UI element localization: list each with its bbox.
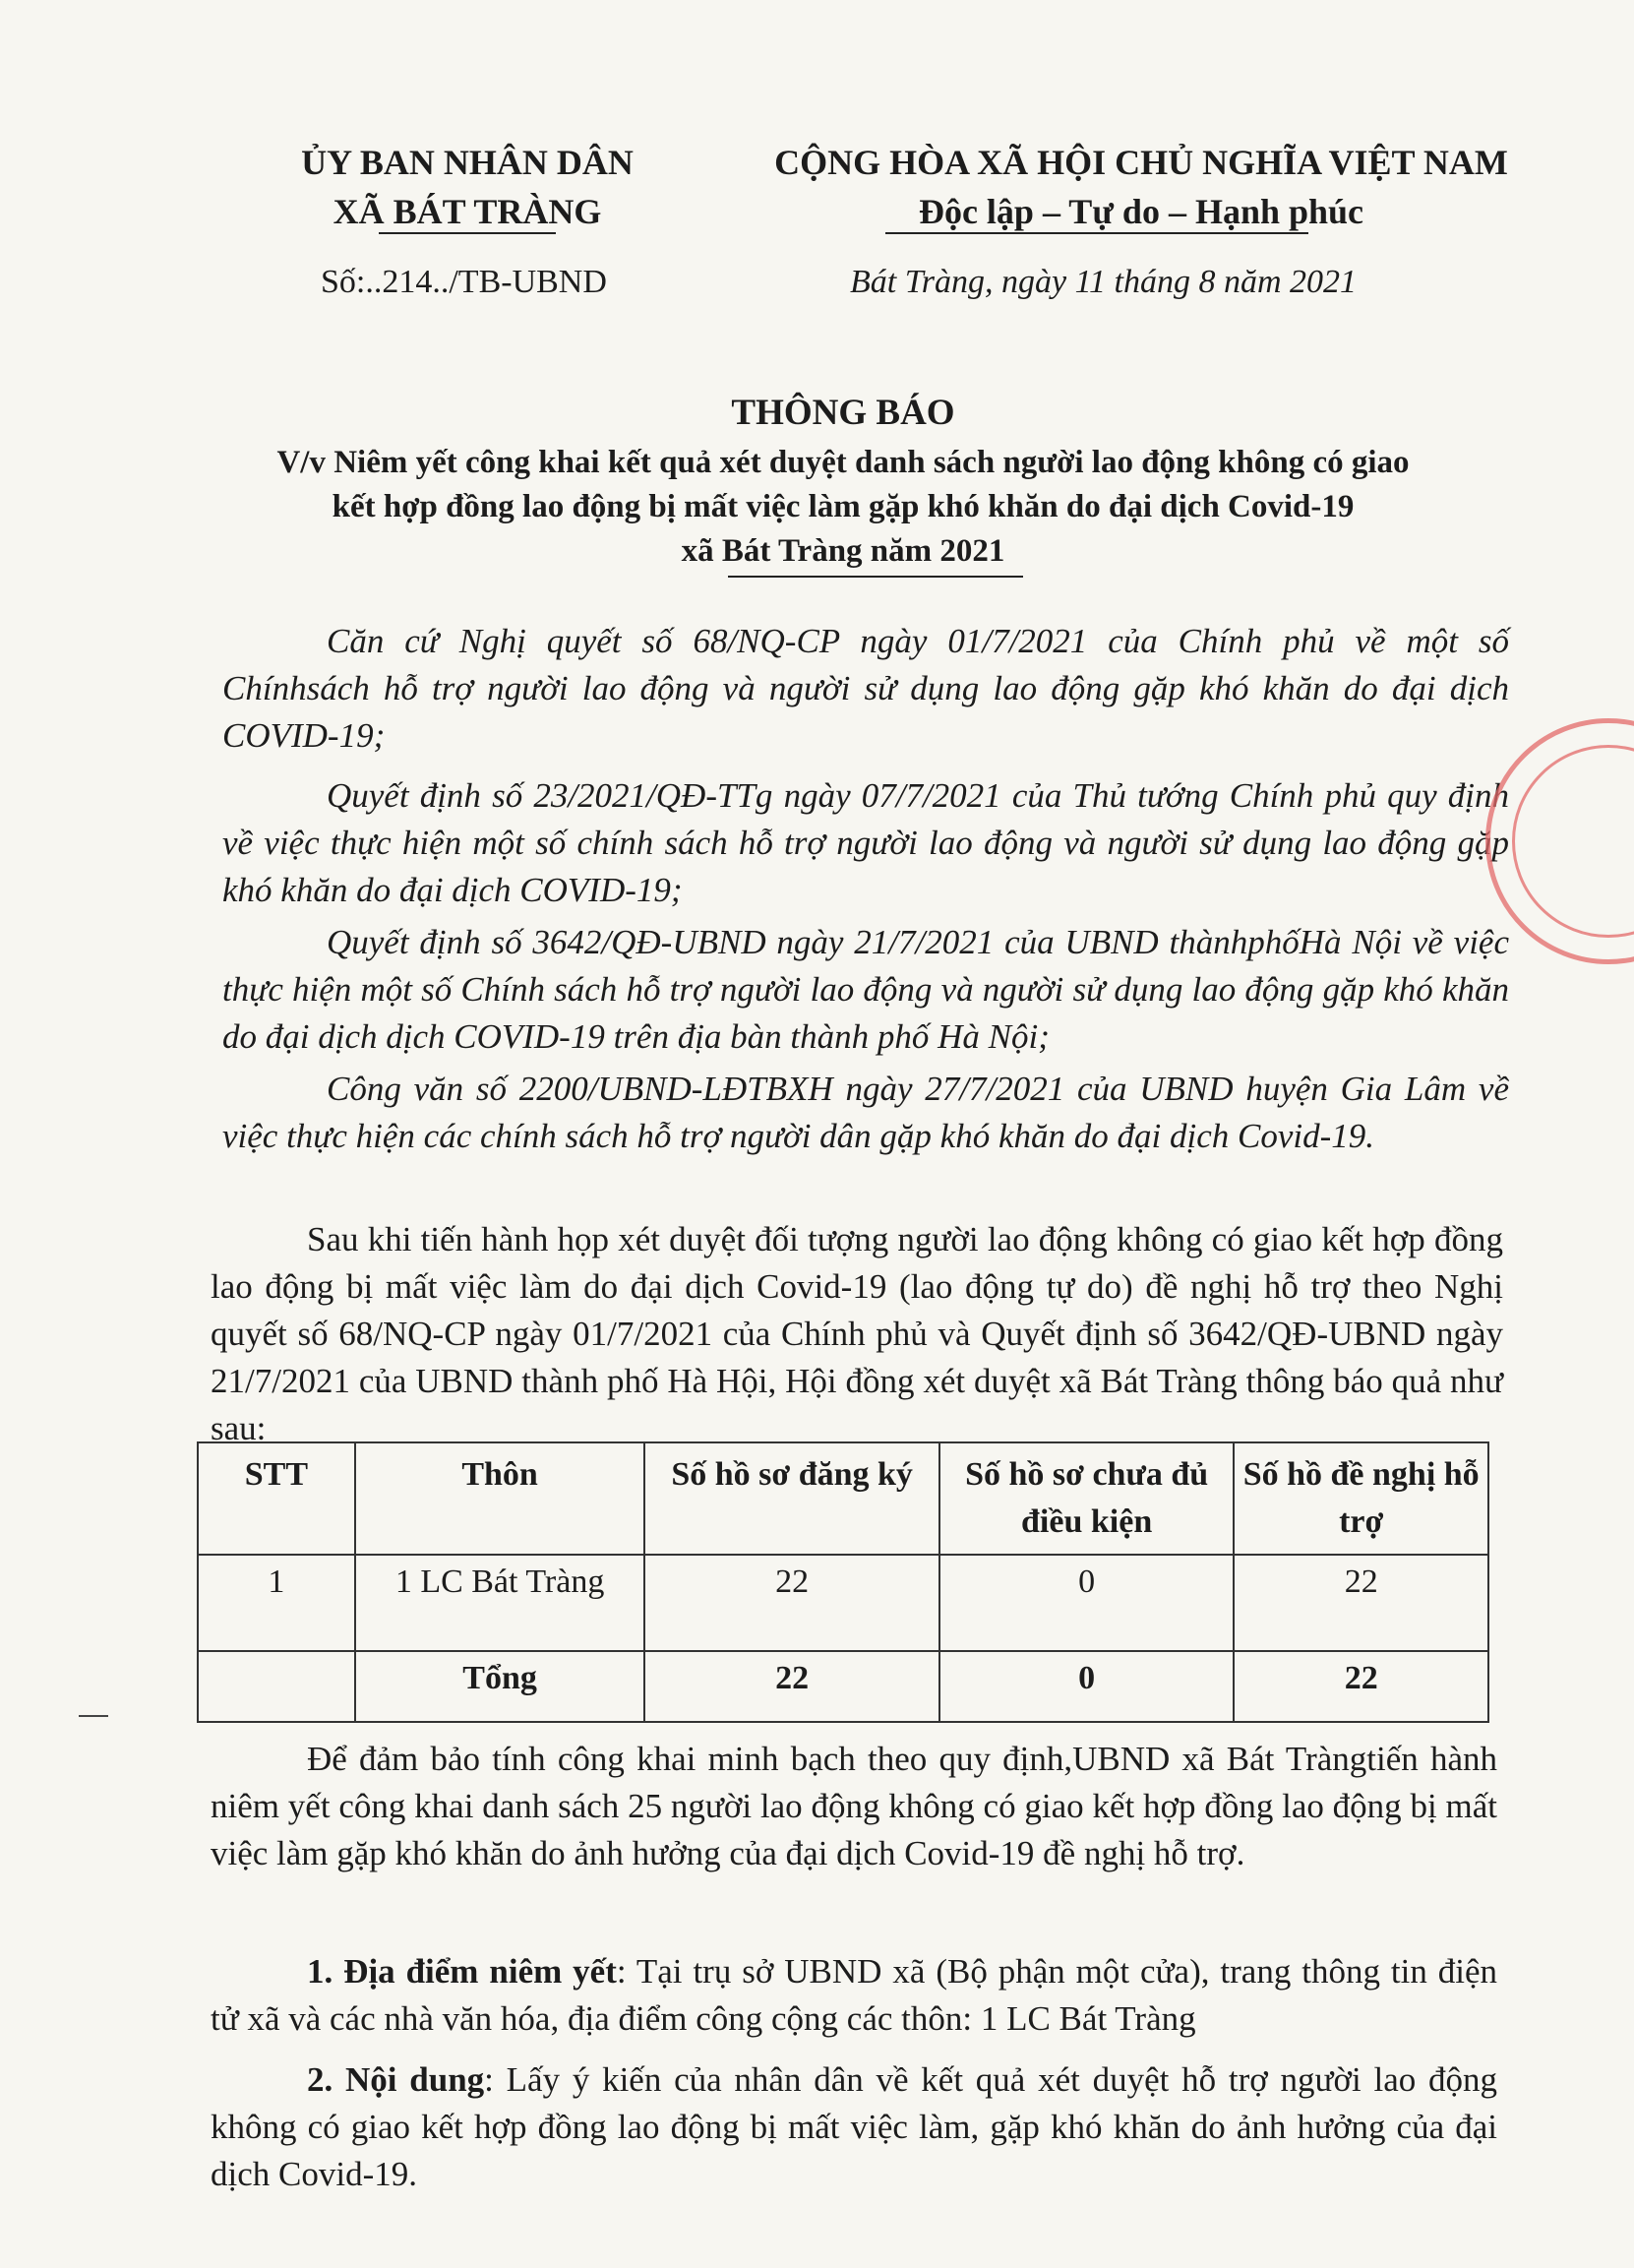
nation-title: CỘNG HÒA XÃ HỘI CHỦ NGHĨA VIỆT NAM [774, 143, 1508, 182]
col-header-stt: STT [198, 1442, 355, 1555]
table-header-row [198, 1442, 1488, 1555]
subject-line3: xã Bát Tràng năm 2021 [681, 533, 1005, 569]
subject-line2: kết hợp đồng lao động bị mất việc làm gặp khó khăn do đại dịch Covid-19 [332, 489, 1355, 524]
col-header-ineligible: Số hồ sơ chưa đủ điều kiện [939, 1442, 1235, 1555]
total-stt [198, 1651, 355, 1722]
cell-registered: 22 [644, 1555, 939, 1651]
national-motto [728, 138, 1554, 236]
cell-proposed: 22 [1234, 1555, 1488, 1651]
agency-line1: ỦY BAN NHÂN DÂN [301, 143, 634, 182]
agency-name [256, 138, 679, 236]
cell-ineligible: 0 [939, 1555, 1235, 1651]
total-label: Tổng [355, 1651, 645, 1722]
cell-village: 1 LC Bát Tràng [355, 1555, 645, 1651]
subject-line1: V/v Niêm yết công khai kết quả xét duyệt danh sách người lao động không có giao [276, 445, 1410, 480]
col-header-village: Thôn [355, 1442, 645, 1555]
basis-1: Căn cứ Nghị quyết số 68/NQ-CP ngày 01/7/2021 của Chính phủ về một số Chínhsách hỗ trợ người lao động và người sử dụng lao động gặp khó khăn do đại dịch COVID-19; [222, 622, 1509, 755]
section-content-label: 2. Nội dung [307, 2060, 485, 2099]
section-content [211, 2056, 1497, 2198]
total-registered: 22 [644, 1651, 939, 1722]
publicity-paragraph: Để đảm bảo tính công khai minh bạch theo quy định,UBND xã Bát Tràngtiến hành niêm yết công khai danh sách 25 người lao động không có giao kết hợp đồng lao động bị mất việc làm gặp khó khăn do ảnh hưởng của đại dịch Covid-19 đề nghị hỗ trợ. [211, 1740, 1497, 1872]
col-header-registered: Số hồ sơ đăng ký [644, 1442, 939, 1555]
document-title: THÔNG BÁO [731, 393, 955, 433]
agency-line2: XÃ BÁT TRÀNG [333, 192, 602, 231]
document-date: Bát Tràng, ngày 11 tháng 8 năm 2021 [850, 264, 1358, 300]
motto-underline [885, 232, 1308, 234]
document-subject [197, 441, 1489, 574]
col-header-proposed: Số hồ đề nghị hỗ trợ [1234, 1442, 1488, 1555]
intro-paragraph: Sau khi tiến hành họp xét duyệt đối tượng người lao động không có giao kết hợp đồng lao động bị mất việc làm do đại dịch Covid-19 (lao động tự do) đề nghị hỗ trợ theo Nghị quyết số 68/NQ-CP ngày 01/7/2021 của Chính phủ và Quyết định số 3642/QĐ-UBND ngày 21/7/2021 của UBND thành phố Hà Hội, Hội đồng xét duyệt xã Bát Tràng thông báo quả như sau: [211, 1220, 1503, 1447]
total-ineligible: 0 [939, 1651, 1235, 1722]
agency-underline [379, 232, 556, 234]
motto-line: Độc lập – Tự do – Hạnh phúc [918, 192, 1364, 231]
document-number: Số:..214../TB-UBND [321, 264, 607, 300]
margin-mark [79, 1715, 108, 1717]
table-total-row [198, 1651, 1488, 1722]
total-proposed: 22 [1234, 1651, 1488, 1722]
table-row [198, 1555, 1488, 1651]
basis-3: Quyết định số 3642/QĐ-UBND ngày 21/7/2021 của UBND thànhphốHà Nội về việc thực hiện một số Chính sách hỗ trợ người lao động và người sử dụng lao động gặp khó khăn do đại dịch dịch COVID-19 trên địa bàn thành phố Hà Nội; [222, 923, 1509, 1056]
cell-stt: 1 [198, 1555, 355, 1651]
title-underline [728, 576, 1023, 578]
basis-2: Quyết định số 23/2021/QĐ-TTg ngày 07/7/2021 của Thủ tướng Chính phủ quy định về việc thực hiện một số chính sách hỗ trợ người lao động và người sử dụng lao động gặp khó khăn do đại dịch COVID-19; [222, 776, 1509, 909]
basis-4: Công văn số 2200/UBND-LĐTBXH ngày 27/7/2021 của UBND huyện Gia Lâm về việc thực hiện các chính sách hỗ trợ người dân gặp khó khăn do đại dịch Covid-19. [222, 1070, 1509, 1155]
section-location [211, 1948, 1497, 2043]
section-location-text: : Tại trụ sở UBND xã (Bộ phận một cửa), trang thông tin điện tử xã và các nhà văn hóa, địa điểm công cộng các thôn: 1 LC Bát Tràng [211, 1952, 1498, 2038]
section-location-label: 1. Địa điểm niêm yết [307, 1952, 617, 1991]
result-table [197, 1441, 1489, 1723]
section-content-text: : Lấy ý kiến của nhân dân về kết quả xét duyệt hỗ trợ người lao động không có giao kết hợp đồng lao động bị mất việc làm, gặp khó khăn do ảnh hưởng của đại dịch Covid-19. [211, 2060, 1497, 2193]
